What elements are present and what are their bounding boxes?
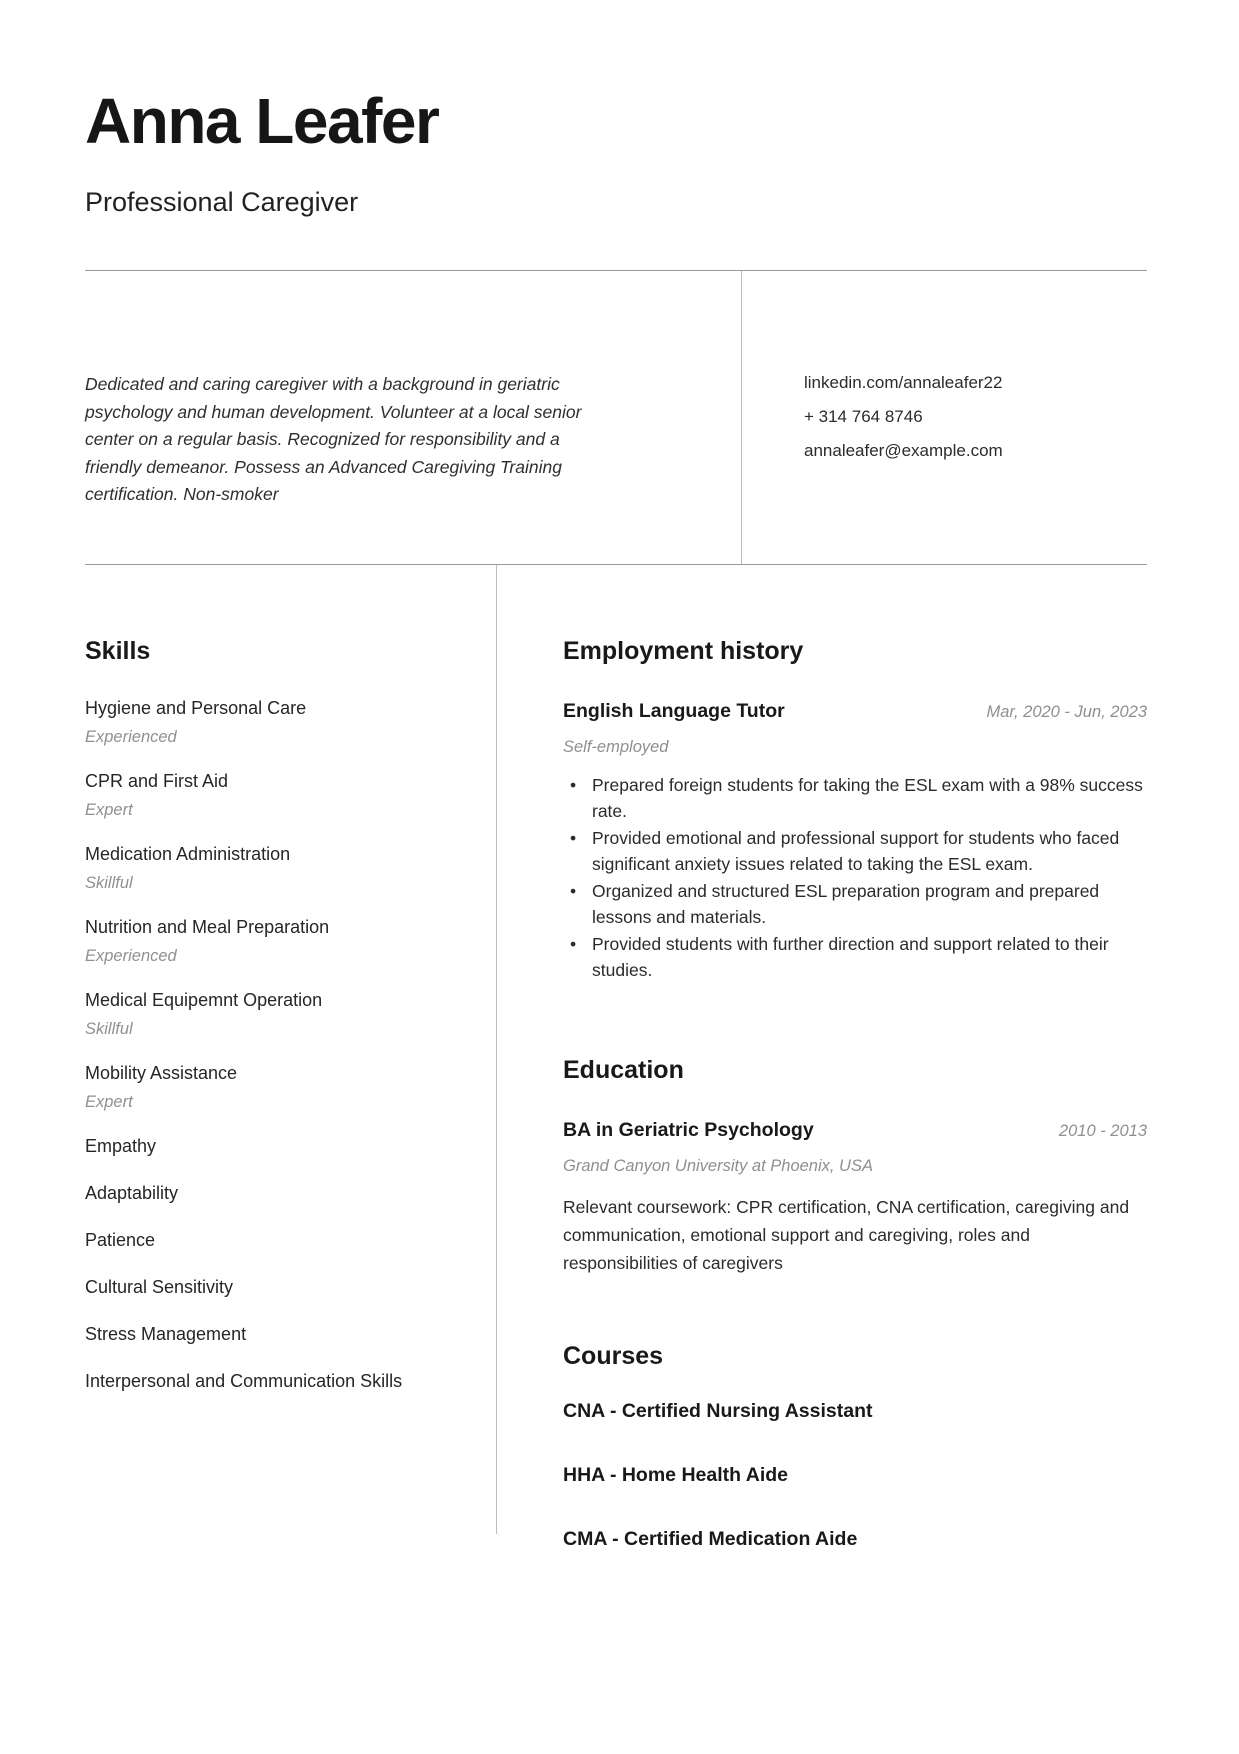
- contact-phone: + 314 764 8746: [804, 407, 923, 426]
- skill-name: CPR and First Aid: [85, 770, 229, 791]
- skill-item: [85, 1370, 476, 1392]
- skill-name: Hygiene and Personal Care: [85, 697, 307, 718]
- skill-level: Expert: [85, 800, 133, 819]
- job-bullet: • Provided emotional and professional support for students who faced significant anxiety issues related to taking the ESL exam.: [563, 825, 1147, 878]
- skill-level: Skillful: [85, 873, 133, 892]
- contact-linkedin: linkedin.com/annaleafer22: [804, 373, 1003, 392]
- skill-name: Cultural Sensitivity: [85, 1276, 234, 1297]
- contact-block: [742, 271, 1147, 564]
- skill-item: [85, 697, 476, 748]
- skill-item: [85, 1323, 476, 1345]
- contact-email: annaleafer@example.com: [804, 441, 1003, 460]
- course-item: CNA - Certified Nursing Assistant: [563, 1399, 873, 1422]
- course-item: HHA - Home Health Aide: [563, 1463, 788, 1486]
- skills-column: [85, 565, 496, 1417]
- skill-item: [85, 770, 476, 821]
- skill-name: Mobility Assistance: [85, 1062, 238, 1083]
- candidate-title: Professional Caregiver: [85, 187, 359, 217]
- skill-item: [85, 916, 476, 967]
- skill-item: [85, 1229, 476, 1251]
- job-header: [563, 698, 1147, 724]
- job-bullet: • Prepared foreign students for taking the ESL exam with a 98% success rate.: [563, 772, 1147, 825]
- skills-heading: Skills: [85, 636, 151, 665]
- course-item: CMA - Certified Medication Aide: [563, 1527, 858, 1550]
- education-header: [563, 1117, 1147, 1143]
- skill-name: Medication Administration: [85, 843, 291, 864]
- skill-name: Empathy: [85, 1135, 157, 1156]
- employment-heading: Employment history: [563, 636, 804, 665]
- skills-list: [85, 697, 476, 1392]
- skill-level: Experienced: [85, 727, 177, 746]
- skill-name: Stress Management: [85, 1323, 247, 1344]
- education-entry: [563, 1117, 1147, 1277]
- details-column: [497, 565, 1147, 1591]
- skill-name: Adaptability: [85, 1182, 179, 1203]
- skill-name: Interpersonal and Communication Skills: [85, 1370, 403, 1391]
- skill-name: Patience: [85, 1229, 156, 1250]
- skill-item: [85, 1182, 476, 1204]
- job-employer: Self-employed: [563, 737, 669, 756]
- skill-item: [85, 1276, 476, 1298]
- resume-header: [85, 0, 1147, 218]
- skill-name: Medical Equipemnt Operation: [85, 989, 323, 1010]
- job-bullet: • Provided students with further direction and support related to their studies.: [563, 931, 1147, 984]
- main-section: [85, 565, 1147, 1591]
- education-heading: Education: [563, 1055, 684, 1084]
- skill-item: [85, 843, 476, 894]
- degree-text: BA in Geriatric Psychology: [563, 1118, 814, 1141]
- candidate-name: Anna Leafer: [85, 85, 439, 157]
- school-text: Grand Canyon University at Phoenix, USA: [563, 1156, 873, 1175]
- job-title-text: English Language Tutor: [563, 699, 785, 722]
- job-entry: [563, 698, 1147, 984]
- skill-level: Expert: [85, 1092, 133, 1111]
- skill-level: Experienced: [85, 946, 177, 965]
- skill-name: Nutrition and Meal Preparation: [85, 916, 330, 937]
- skill-item: [85, 989, 476, 1040]
- courses-list: [563, 1399, 1147, 1552]
- education-dates: 2010 - 2013: [1058, 1121, 1147, 1140]
- summary-block: [85, 271, 741, 564]
- profile-section: [85, 271, 1147, 564]
- skill-level: Skillful: [85, 1019, 133, 1038]
- courses-heading: Courses: [563, 1341, 664, 1370]
- job-bullet: • Organized and structured ESL preparation program and prepared lessons and materials.: [563, 878, 1147, 931]
- job-dates: Mar, 2020 - Jun, 2023: [986, 702, 1147, 721]
- summary-text: Dedicated and caring caregiver with a background in geriatric psychology and human development. Volunteer at a local senior center on a regular basis. Recognized for responsibility and a friendly demeanor. Possess an Advanced Caregiving Training certification. Non-smoker: [85, 374, 582, 504]
- skill-item: [85, 1135, 476, 1157]
- job-bullet-list: [563, 772, 1147, 984]
- coursework-text: Relevant coursework: CPR certification, CNA certification, caregiving and communication, emotional support and caregiving, roles and responsibilities of caregivers: [563, 1196, 1130, 1273]
- skill-item: [85, 1062, 476, 1113]
